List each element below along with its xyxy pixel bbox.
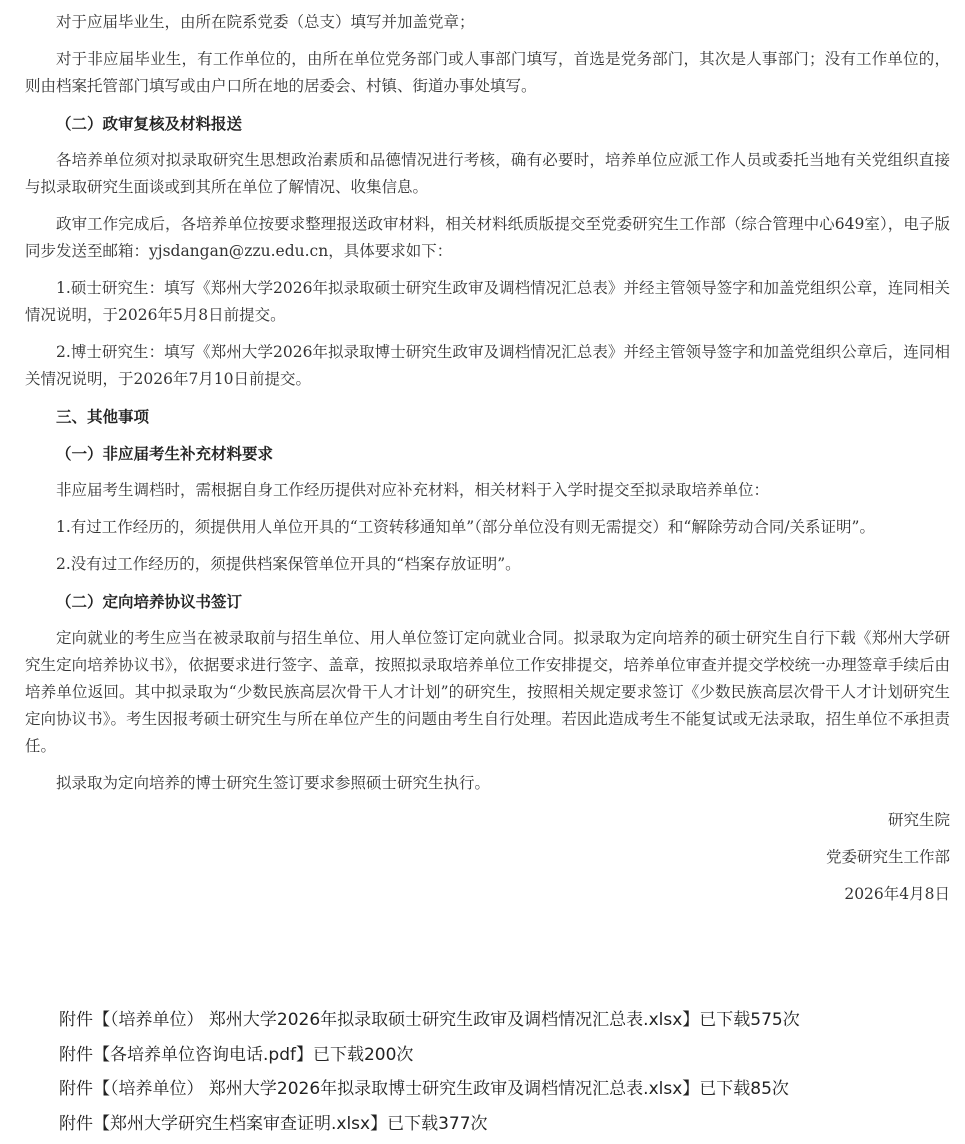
paragraph-non-graduate: 对于非应届毕业生，有工作单位的，由所在单位党务部门或人事部门填写，首选是党务部门，其次是人事部门；没有工作单位的，则由档案托管部门填写或由户口所在地的居委会、村镇、街道办事处填写。 [25,50,950,95]
heading-other-matters: 三、其他事项 [56,407,150,426]
attachment-link-archive-certificate[interactable]: 附件【郑州大学研究生档案审查证明.xlsx】已下载377次 [59,1113,488,1134]
article-body [25,0,950,908]
attachment-list [59,1003,949,1141]
heading-review-submission: （二）政审复核及材料报送 [56,114,243,133]
paragraph-doctor-requirement: 2.博士研究生：填写《郑州大学2026年拟录取博士研究生政审及调档情况汇总表》并经主管领导签字和加盖党组织公章后，连同相关情况说明，于2026年7月10日前提交。 [25,343,950,388]
heading-supplementary-materials: （一）非应届考生补充材料要求 [56,444,274,463]
attachment-item [59,1107,949,1142]
paragraph-assessment: 各培养单位须对拟录取研究生思想政治素质和品德情况进行考核，确有必要时，培养单位应派工作人员或委托当地有关党组织直接与拟录取研究生面谈或到其所在单位了解情况、收集信息。 [25,151,950,196]
attachment-link-doctor-summary[interactable]: 附件【（培养单位） 郑州大学2026年拟录取博士研究生政审及调档情况汇总表.xlsx】已下载85次 [59,1079,789,1099]
paragraph-supplementary-intro: 非应届考生调档时，需根据自身工作经历提供对应补充材料，相关材料于入学时提交至拟录取培养单位： [56,481,770,499]
attachment-item [59,1072,949,1107]
signature-date: 2026年4月8日 [844,885,950,903]
paragraph-master-requirement: 1.硕士研究生：填写《郑州大学2026年拟录取硕士研究生政审及调档情况汇总表》并经主管领导签字和加盖党组织公章，连同相关情况说明，于2026年5月8日前提交。 [25,279,950,324]
paragraph-with-work-experience: 1.有过工作经历的，须提供用人单位开具的“工资转移通知单”（部分单位没有则无需提交）和“解除劳动合同/关系证明”。 [56,518,875,536]
signature-org-party-committee: 党委研究生工作部 [825,848,950,866]
paragraph-graduate-seal: 对于应届毕业生，由所在院系党委（总支）填写并加盖党章； [56,13,475,31]
attachment-link-contact-phones[interactable]: 附件【各培养单位咨询电话.pdf】已下载200次 [59,1044,414,1065]
attachment-item [59,1003,949,1038]
paragraph-doctor-directional: 拟录取为定向培养的博士研究生签订要求参照硕士研究生执行。 [56,774,491,792]
paragraph-without-work-experience: 2.没有过工作经历的，须提供档案保管单位开具的“档案存放证明”。 [56,555,521,573]
signature-org-graduate-school: 研究生院 [887,811,950,829]
attachment-link-master-summary[interactable]: 附件【（培养单位） 郑州大学2026年拟录取硕士研究生政审及调档情况汇总表.xlsx】已下载575次 [59,1010,800,1030]
heading-directional-agreement: （二）定向培养协议书签订 [56,592,243,611]
paragraph-directional-details: 定向就业的考生应当在被录取前与招生单位、用人单位签订定向就业合同。拟录取为定向培养的硕士研究生自行下载《郑州大学研究生定向培养协议书》，依据要求进行签字、盖章，按照拟录取培养单位工作安排提交，培养单位审查并提交学校统一办理签章手续后由培养单位返回。其中拟录取为“少数民族高层次骨干人才计划”的研究生，按照相关规定要求签订《少数民族高层次骨干人才计划研究生定向协议书》。考生因报考硕士研究生与所在单位产生的问题由考生自行处理。若因此造成考生不能复试或无法录取，招生单位不承担责任。 [25,629,950,755]
attachment-item [59,1038,949,1073]
paragraph-submission: 政审工作完成后，各培养单位按要求整理报送政审材料，相关材料纸质版提交至党委研究生工作部（综合管理中心649室），电子版同步发送至邮箱：yjsdangan@zzu.edu.cn，具体要求如下： [25,215,950,260]
